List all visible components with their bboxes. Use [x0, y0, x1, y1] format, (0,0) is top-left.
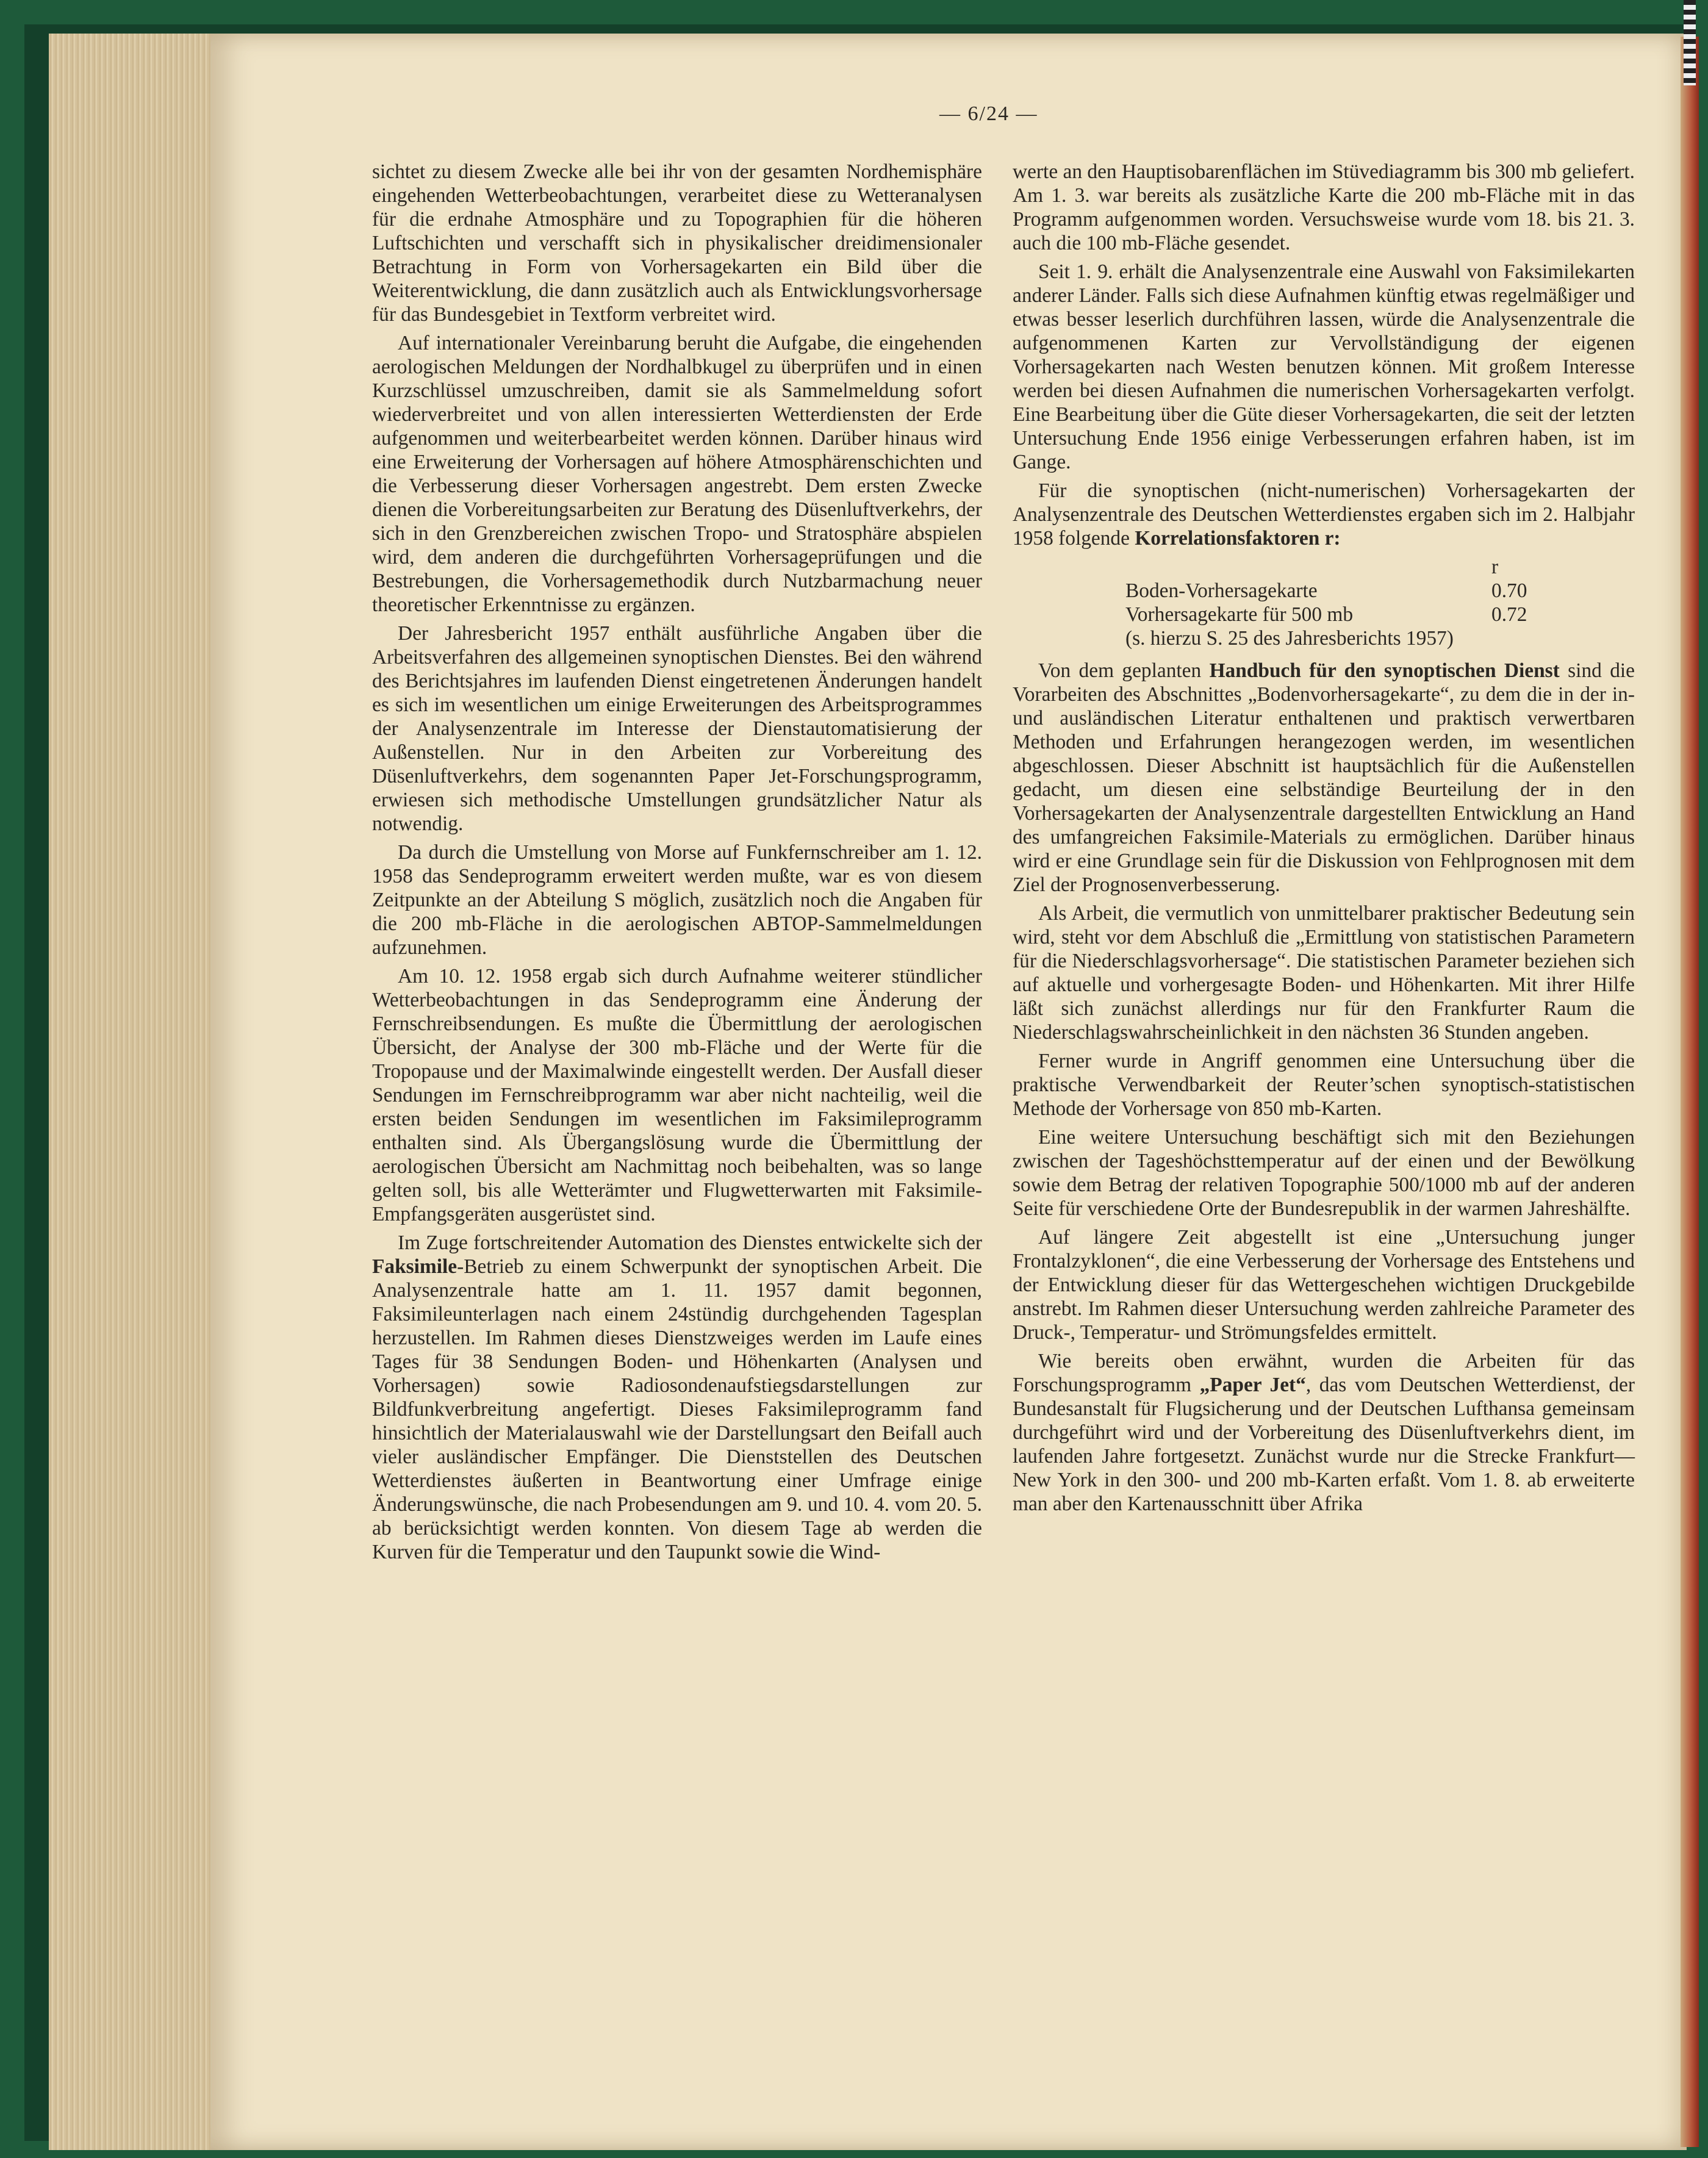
paragraph: [372, 1231, 982, 1564]
paragraph: [1013, 659, 1635, 897]
correlation-row: [1013, 603, 1635, 626]
paragraph: [372, 160, 982, 326]
left-paragraphs: [372, 160, 982, 1564]
correlation-note: (s. hierzu S. 25 des Jahresberichts 1957): [1125, 627, 1454, 650]
bold-text: Korrelationsfaktoren r:: [1135, 527, 1341, 550]
paragraph-text: , das vom Deutschen Wetterdienst, der Bundesanstalt für Flugsicherung und der Deutschen Lufthansa gemeinsam durchgeführt wird und der Vorbereitung des Düsenluftverkehrs dient, im laufenden Jahre fortgesetzt. Zunächst wurde nur die Strecke Frankfurt—New York in den 300- und 200 mb-Karten erfaßt. Vom 1. 8. ab erweiterte man aber den Kartenausschnitt über Afrika: [1013, 1374, 1635, 1515]
correlation-value: 0.72: [1491, 603, 1527, 626]
page-number: — 6/24 —: [939, 102, 1038, 125]
paragraph: [372, 964, 982, 1226]
paragraph-text: -Betrieb zu einem Schwerpunkt der synoptischen Arbeit. Die Analysenzentrale hatte am 1. 11. 1957 damit begonnen, Faksimileunterlagen nach einem 24stündig durchgehenden Tagesplan herzustellen. Im Rahmen dieses Dienstzweiges werden im Laufe eines Tages für 38 Sendungen Boden- und Höhenkarten (Analysen und Vorhersagen) sowie Radiosondenaufstiegsdarstellungen zur Bildfunkverbreitung angefertigt. Dieses Faksimileprogramm fand hinsichtlich der Materialauswahl wie der Darstellungsart den Beifall auch vieler ausländischer Empfänger. Die Dienststellen des Deutschen Wetterdienstes äußerten in Beantwortung einer Umfrage einige Änderungswünsche, die nach Probesendungen am 9. und 10. 4. vom 20. 5. ab berücksichtigt werden konnten. Von diesem Tage ab werden die Kurven für die Temperatur und den Taupunkt sowie die Wind-: [372, 1255, 982, 1563]
paragraph-text: Da durch die Umstellung von Morse auf Funkfernschreiber am 1. 12. 1958 das Sendeprogramm erweitert werden mußte, war es von diesem Zeitpunkte an der Abteilung S möglich, zusätzlich noch die Angaben für die 200 mb-Fläche in die aerologischen ABTOP-Sammelmeldungen aufzunehmen.: [372, 841, 982, 959]
paragraph: [1013, 160, 1635, 255]
paragraph-text: Seit 1. 9. erhält die Analysenzentrale eine Auswahl von Faksimilekarten anderer Länder. Falls sich diese Aufnahmen künftig etwas regelmäßiger und etwas besser leserlich durchführen lassen, würde die Analysenzentrale die aufgenommenen Karten zur Vervollständigung der eigenen Vorhersagekarten nach Westen benutzen können. Mit großem Interesse werden bei diesen Aufnahmen die numerischen Vorhersagekarten verfolgt. Eine Bearbeitung über die Güte dieser Vorhersagekarten, die seit der letzten Untersuchung Ende 1956 einige Verbesserungen erfahren haben, ist im Gange.: [1013, 260, 1635, 473]
paragraph-text: Eine weitere Untersuchung beschäftigt sich mit den Beziehungen zwischen der Tageshöchsttemperatur auf der einen und der Bewölkung sowie dem Betrag der relativen Topographie 500/1000 mb auf der anderen Seite für verschiedene Orte der Bundesrepublik in der warmen Jahreshälfte.: [1013, 1126, 1635, 1220]
paragraph: [1013, 1349, 1635, 1516]
paragraph-text: Auf internationaler Vereinbarung beruht die Aufgabe, die eingehenden aerologischen Meldungen der Nordhalbkugel zu überprüfen und in einen Kurzschlüssel umzuschreiben, damit sie als Sammelmeldung sofort wiederverbreitet und von allen interessierten Wetterdiensten der Erde aufgenommen und weiterbearbeitet werden können. Darüber hinaus wird eine Erweiterung der Vorhersagen auf höhere Atmosphärenschichten und die Verbesserung dieser Vorhersagen angestrebt. Dem ersten Zwecke dienen die Vorbereitungsarbeiten zur Beratung des Düsenluftverkehrs, der sich in den Grenzbereichen zwischen Tropo- und Stratosphäre abspielen wird, dem anderen die durchgeführten Vorhersageprüfungen und die Bestrebungen, die Vorhersagemethodik durch Nutzbarmachung neuer theoretischer Erkenntnisse zu ergänzen.: [372, 332, 982, 616]
paragraph-text: Von dem geplanten: [1038, 659, 1210, 682]
right-paragraphs-bottom: [1013, 659, 1635, 1516]
paragraph: [1013, 1125, 1635, 1221]
paragraph-text: Ferner wurde in Angriff genommen eine Untersuchung über die praktische Verwendbarkeit der Reuter’schen synoptisch-statistischen Methode der Vorhersage von 850 mb-Karten.: [1013, 1050, 1635, 1120]
paragraph: [372, 331, 982, 617]
page-edges: [49, 34, 215, 2150]
right-paragraphs-top: [1013, 160, 1635, 550]
paragraph: [1013, 1049, 1635, 1120]
left-column: [372, 160, 982, 1569]
correlation-table: [1013, 555, 1635, 650]
paragraph-text: Als Arbeit, die vermutlich von unmittelbarer praktischer Bedeutung sein wird, steht vor dem Abschluß die „Ermittlung von statistischen Parametern für die Niederschlagsvorhersage“. Die statistischen Parameter beziehen sich auf aktuelle und vorhergesagte Boden- und Höhenkarten. Mit ihrer Hilfe läßt sich zunächst allerdings nur für den Frankfurter Raum die Niederschlagswahrscheinlichkeit in den nächsten 36 Stunden angeben.: [1013, 902, 1635, 1044]
paragraph-text: Der Jahresbericht 1957 enthält ausführliche Angaben über die Arbeitsverfahren des allgemeinen synoptischen Dienstes. Bei den während des Berichtsjahres im laufenden Dienst eingetretenen Änderungen handelt es sich im wesentlichen um einige Erweiterungen des Arbeitsprogrammes der Analysenzentrale im Interesse der Dienstautomatisierung der Außenstellen. Nur in den Arbeiten zur Vorbereitung des Düsenluftverkehrs, dem sogenannten Paper Jet-Forschungsprogramm, erwiesen sich methodische Umstellungen grundsätzlicher Natur als notwendig.: [372, 622, 982, 835]
paragraph: [372, 841, 982, 959]
right-column: [1013, 160, 1635, 1521]
paragraph-text: Auf längere Zeit abgestellt ist eine „Untersuchung junger Frontalzyklonen“, die eine Verbesserung der Vorhersage des Entstehens und der Entwicklung dieser für das Wettergeschehen wichtigen Druckgebilde anstrebt. Im Rahmen dieser Untersuchung werden zahlreiche Parameter des Druck-, Temperatur- und Strömungsfeldes ermittelt.: [1013, 1226, 1635, 1344]
paragraph: [372, 622, 982, 836]
correlation-label: Vorhersagekarte für 500 mb: [1125, 603, 1354, 626]
scale-ruler: [1684, 0, 1696, 85]
correlation-value: 0.70: [1491, 579, 1527, 602]
paragraph: [1013, 260, 1635, 474]
correlation-label: Boden-Vorhersagekarte: [1125, 579, 1318, 602]
paragraph-text: werte an den Hauptisobarenflächen im Stüvediagramm bis 300 mb geliefert. Am 1. 3. war bereits als zusätzliche Karte die 200 mb-Fläche mit in das Programm aufgenommen worden. Versuchsweise wurde vom 18. bis 21. 3. auch die 100 mb-Fläche gesendet.: [1013, 160, 1635, 254]
correlation-header: r: [1491, 556, 1499, 578]
paragraph-text: Für die synoptischen (nicht-numerischen) Vorhersagekarten der Analysenzentrale des Deutschen Wetterdienstes ergaben sich im 2. Halbjahr 1958 folgende: [1013, 479, 1635, 550]
paragraph-text: Im Zuge fortschreitender Automation des Dienstes entwickelte sich der: [398, 1231, 982, 1254]
paragraph: [1013, 1225, 1635, 1344]
bold-text: Handbuch für den synoptischen Dienst: [1209, 659, 1560, 682]
page-right-edge: [1681, 37, 1699, 2147]
paragraph-text: sichtet zu diesem Zwecke alle bei ihr von der gesamten Nordhemisphäre eingehenden Wetterbeobachtungen, verarbeitet diese zu Wetteranalysen für die erdnahe Atmosphäre und zu Topographien für die höheren Luftschichten und verschafft sich in physikalischer dreidimensionaler Betrachtung in Form von Vorhersagekarten ein Bild über die Weiterentwicklung, die dann zusätzlich auch als Entwicklungsvorhersage für das Bundesgebiet in Textform verbreitet wird.: [372, 160, 982, 326]
correlation-row: [1013, 579, 1635, 603]
bold-text: „Paper Jet“: [1199, 1374, 1306, 1396]
paragraph-text: sind die Vorarbeiten des Abschnittes „Bodenvorhersagekarte“, zu dem die in der in- und ausländischen Literatur enthaltenen und praktisch verwertbaren Methoden und Erfahrungen herangezogen werden, im wesentlichen abgeschlossen. Dieser Abschnitt ist hauptsächlich für die Außenstellen gedacht, um diesen eine selbständige Beurteilung der in den Vorhersagekarten der Analysenzentrale dargestellten Entwicklung an Hand des umfangreichen Faksimile-Materials zu ermöglichen. Darüber hinaus wird er eine Grundlage sein für die Diskussion von Fehlprognosen mit dem Ziel der Prognosenverbesserung.: [1013, 659, 1635, 896]
paragraph: [1013, 479, 1635, 550]
paragraph-text: Am 10. 12. 1958 ergab sich durch Aufnahme weiterer stündlicher Wetterbeobachtungen in das Sendeprogramm eine Änderung der Fernschreibsendungen. Es mußte die Übermittlung der aerologischen Übersicht, der Analyse der 300 mb-Fläche und der Werte für die Tropopause und der Maximalwinde eingestellt werden. Der Ausfall dieser Sendungen im Fernschreibprogramm war aber nicht nachteilig, weil die ersten beiden Sendungen im wesentlichen im Faksimileprogramm enthalten sind. Als Übergangslösung wurde die Übermittlung der aerologischen Übersicht am Nachmittag noch beibehalten, was so lange gelten soll, bis alle Wetterämter und Flugwetterwarten mit Faksimile-Empfangsgeräten ausgerüstet sind.: [372, 965, 982, 1225]
bold-text: Faksimile: [372, 1255, 458, 1278]
paragraph: [1013, 902, 1635, 1044]
paragraph-text: Wie bereits oben erwähnt, wurden die Arbeiten für das Forschungsprogramm: [1013, 1350, 1635, 1396]
